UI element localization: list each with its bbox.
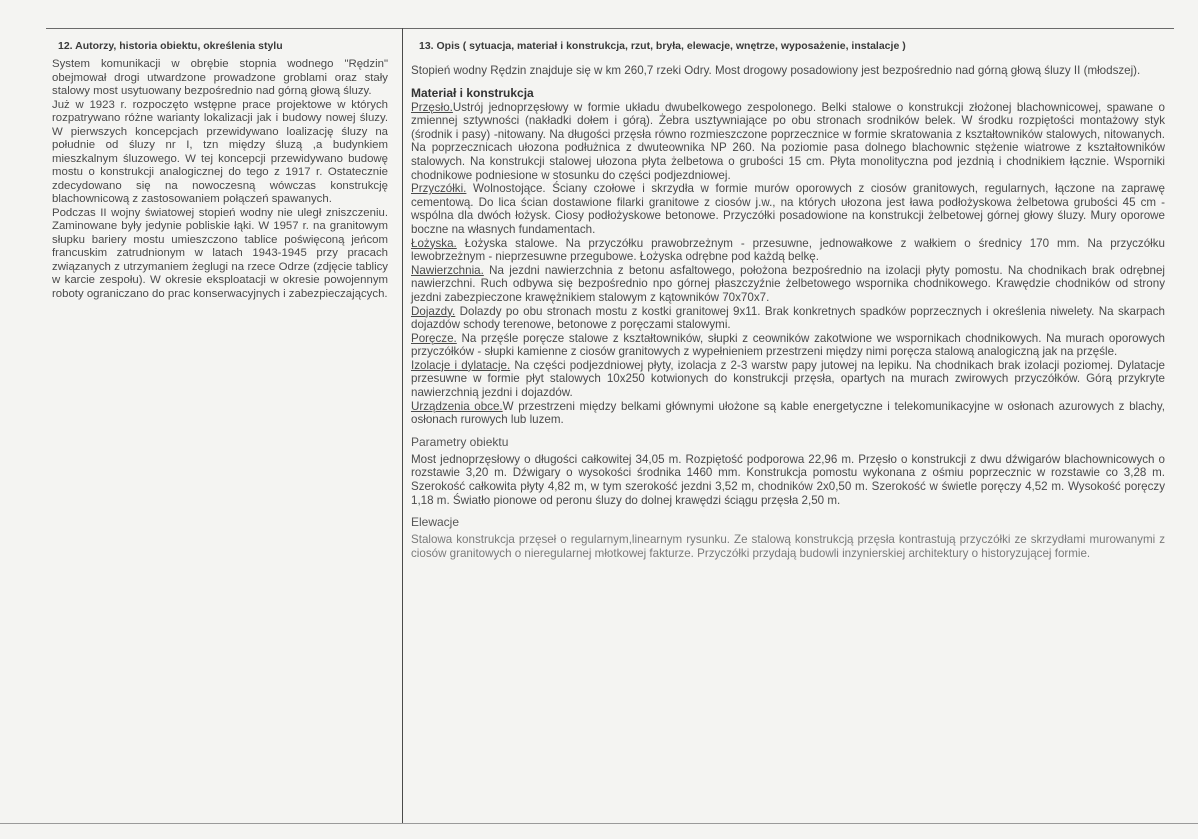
item-lozyska <box>411 237 1165 264</box>
item-text: Na przęśle poręcze stalowe z kształtowników, słupki z ceowników zakotwione we wspornikach chodnikowych. Na murach oporowych przyczółków - słupki kamienne z ciosów granitowych z wypełnieniem przestrzeni między nimi poręcza stalową analogiczną jak na przęśle. <box>411 331 1165 359</box>
item-nawierzchnia <box>411 264 1165 305</box>
elevation-paragraph: Stalowa konstrukcja przęseł o regularnym,linearnym rysunku. Ze stalową konstrukcją przęsła kontrastują przyczółki ze skrzydłami murowanymi z ciosów granitowych o nieregularnej młotkowej fakturze. Przyczółki przydają budowli inzynierskiej architektury o historyzującej formie. <box>411 533 1165 560</box>
item-lead: Nawierzchnia. <box>411 263 484 277</box>
item-lead: Dojazdy. <box>411 304 456 318</box>
bottom-edge-line <box>0 823 1198 824</box>
history-paragraph-1: System komunikacji w obrębie stopnia wodnego "Rędzin" obejmował drogi utwardzone prowadzone groblami oraz stały stalowy most usytuowany bezpośrednio nad górną głową śluzy. <box>52 58 388 97</box>
item-text: W przestrzeni między belkami głównymi ułożone są kable energetyczne i telekomunikacyjne w osłonach azurowych z blachy, osłonach rurowych lub luzem. <box>411 399 1165 427</box>
section-12-column <box>52 40 388 301</box>
history-paragraph-3: Podczas II wojny światowej stopień wodny nie uległ zniszczeniu. Zaminowane były jedynie pobliskie łąki. W 1957 r. na granitowym słupku bariery mostu umieszczono tablice poświęconą jeńcom francuskim zatrudnionym w latach 1943-1945 przy pracach związanych z utrzymaniem żeglugi na rzece Odrze (zdjęcie tablicy w karcie zespołu). W okresie eksploatacji w okresie powojennym roboty ograniczano do prac konserwacyjnych i zabezpieczających. <box>52 206 388 300</box>
params-paragraph: Most jednoprzęsłowy o długości całkowitej 34,05 m. Rozpiętość podporowa 22,96 m. Przęsło o konstrukcji z dwu dźwigarów blachownicowych o rozstawie 3,20 m. Dźwigary o wysokości środnika 1460 mm. Konstrukcja pomostu wykonana z ośmiu poprzecznic w rozstawie co 3,28 m. Szerokość całkowita płyty 4,82 m, w tym szerokość jezdni 3,52 m, chodników 2x0,50 m. Szerokość w świetle poręczy 4,52 m. Wysokość poręczy 1,18 m. Światło pionowe od peronu śluzy do dolnej krawędzi ściągu przęsła 2,50 m. <box>411 452 1165 507</box>
item-text: Ustrój jednoprzęsłowy w formie układu dwubelkowego zespolonego. Belki stalowe o konstrukcji złożonej blachownicowej, spawane o zmiennej sztywności (nakładki dołem i górą). Żebra usztywniające po obu stronach srodników belek. W środku rozpiętości montażowy styk (środnik i pasy) -nitowany. Na długości przęsła równo rozmieszczone poprzecznice w formie skratowania z kształtowników stalowych, nitowanych. Na poprzecznicach ułozona podłużnica z dwuteownika NP 260. Na poziomie pasa dolnego blachownic stężenie wiatrowe z kształtowników stalowych. Na konstrukcji stalowej ułozona płyta żelbetowa o grubości 15 cm. Płyta monolityczna pod jezdnią i chodnikiem łącznie. Wsporniki chodnikowe podniesione w stosunku do części podjezdniowej. <box>411 100 1165 182</box>
item-porecze <box>411 332 1165 359</box>
item-lead: Poręcze. <box>411 331 457 345</box>
item-izolacje <box>411 359 1165 400</box>
item-text: Dolazdy po obu stronach mostu z kostki granitowej 9x11. Brak konkretnych spadków poprzecznych i określenia niwelety. Na skarpach dojazdów schody terenowe, betonowe z poręczami stalowymi. <box>411 304 1165 332</box>
item-przeslo <box>411 101 1165 183</box>
section-12-heading: 12. Autorzy, historia obiektu, określenia stylu <box>58 40 283 52</box>
top-border-line <box>46 28 1174 29</box>
params-title: Parametry obiektu <box>411 434 509 449</box>
elevation-section <box>411 515 1165 560</box>
item-text: Wolnostojące. Ściany czołowe i skrzydła w formie murów oporowych z ciosów granitowych, regularnych, łączone na zaprawę cementową. Do lica ścian dostawione filarki granitowe z ciosów j.w., na których ułozona jest ława podłożyskowa żelbetowa grubości 45 cm - wspólna dla dwóch łożysk. Ciosy podłożyskowe betonowe. Przyczółki posadowione na konstrukcji żelbetowej górnej głowy śluzy. Mury oporowe boczne na własnych fundamentach. <box>411 182 1165 236</box>
intro-paragraph: Stopień wodny Rędzin znajduje się w km 260,7 rzeki Odry. Most drogowy posadowiony jest bezpośrednio nad górną głową śluzy II (młodszej). <box>411 64 1141 77</box>
material-title: Materiał i konstrukcja <box>411 85 534 100</box>
item-lead: Przęsło. <box>411 100 453 114</box>
item-text: Na jezdni nawierzchnia z betonu asfaltowego, położona bezpośrednio na izolacji płyty pomostu. Na chodnikach brak odrębnej nawierzchni. Ruch odbywa się bezpośrednio npo górnej płaszczyźnie żelbetowego wspornika chodnikowego. Krawędzie chodników od strony jezdni zabezpieczone krawężnikiem stalowym z kątowników 70x70x7. <box>411 263 1165 304</box>
item-lead: Przyczółki. <box>411 182 467 196</box>
section-13-heading: 13. Opis ( sytuacja, materiał i konstrukcja, rzut, bryła, elewacje, wnętrze, wyposażenie, instalacje ) <box>419 40 906 52</box>
item-lead: Łożyska. <box>411 236 457 250</box>
item-lead: Urządzenia obce. <box>411 399 503 413</box>
column-divider <box>402 28 403 823</box>
item-dojazdy <box>411 305 1165 332</box>
section-13-column <box>411 40 1165 560</box>
item-text: Łożyska stalowe. Na przyczółku prawobrzeżnym - przesuwne, jednowałkowe z wałkiem o średnicy 170 mm. Na przyczółku lewobrzeżnym - nieprzesuwne przegubowe. Łożyska odrębne pod każdą belkę. <box>411 236 1165 264</box>
elevation-title: Elewacje <box>411 515 460 530</box>
item-lead: Izolacje i dylatacje. <box>411 358 511 372</box>
item-urzadzenia <box>411 400 1165 427</box>
item-przyczolki <box>411 182 1165 236</box>
item-text: Na części podjezdniowej płyty, izolacja z 2-3 warstw papy jutowej na lepiku. Na chodnikach brak izolacji poziomej. Dylatacje przesuwne w formie płyt stalowych 10x250 kotwionych do konstrukcji przęsła, opartych na murach zwirowych przyczółków. Górą przykryte nawierzchnią jezdni i dojazdów. <box>411 358 1165 400</box>
history-paragraph-2: Już w 1923 r. rozpoczęto wstępne prace projektowe w których rozpatrywano różne warianty lokalizacji jak i budowy nowej śluzy. W pierwszych koncepcjach przewidywano loalizację śluzy na południe od śluzy nr I, tzn między śluzą ,a budynkiem mieszkalnym śluzowego. W tej koncepcji przewidywano budowę mostu o konstrukcji analogicznej do tego z 1917 r. Ostatecznie zdecydowano się na nowoczesną wówczas konstrukcję blachownicową z zastosowaniem połączeń spawanych. <box>52 98 388 205</box>
